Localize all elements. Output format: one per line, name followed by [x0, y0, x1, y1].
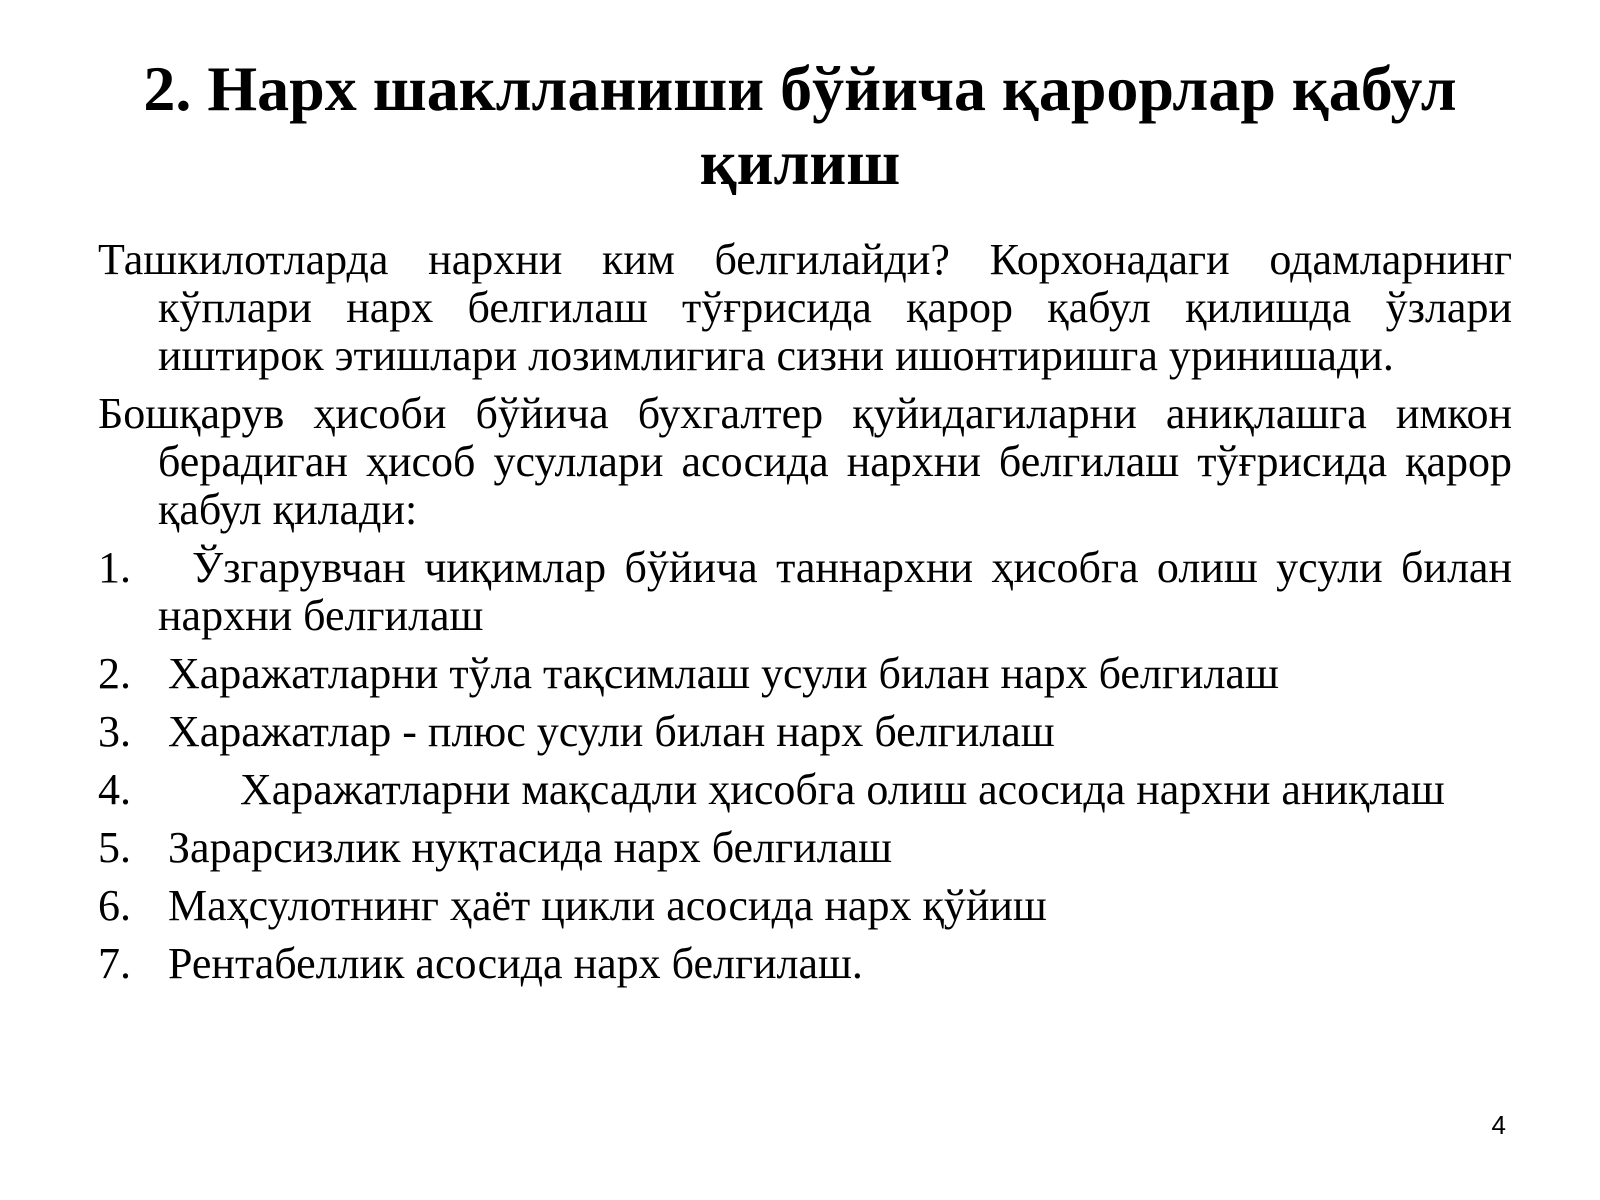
- list-item-text: Харажатларни мақсадли ҳисобга олиш асосида нархни аниқлаш: [240, 765, 1445, 814]
- pricing-methods-list: [98, 544, 1512, 988]
- list-item-number: 6.: [98, 881, 131, 930]
- list-item-number: 3.: [98, 707, 131, 756]
- list-item-number: 2.: [98, 649, 131, 698]
- list-item: [98, 940, 1512, 988]
- list-item: [98, 882, 1512, 930]
- list-item-number: 4.: [98, 765, 131, 814]
- list-item: [98, 650, 1512, 698]
- list-item-number: 7.: [98, 939, 131, 988]
- list-item-text: Харажатлар - плюс усули билан нарх белгилаш: [168, 707, 1055, 756]
- list-item: [98, 544, 1512, 640]
- slide-body: [98, 236, 1512, 998]
- page-number: 4: [1491, 1110, 1506, 1140]
- list-item: [98, 708, 1512, 756]
- paragraph-who-sets-price: Ташкилотларда нархни ким белгилайди? Корхонадаги одамларнинг кўплари нарх белгилаш тўғрисида қарор қабул қилишда ўзлари иштирок этишлари лозимлигига сизни ишонтиришга уринишади.: [98, 235, 1512, 380]
- list-item-text: Рентабеллик асосида нарх белгилаш.: [168, 939, 863, 988]
- list-item-number: 1.: [98, 543, 131, 592]
- paragraph-accountant-decision: Бошқарув ҳисоби бўйича бухгалтер қуйидагиларни аниқлашга имкон берадиган ҳисоб усуллари асосида нархни белгилаш тўғрисида қарор қабул қилади:: [98, 389, 1512, 534]
- list-item-text: Зарарсизлик нуқтасида нарх белгилаш: [168, 823, 892, 872]
- list-item-text: Харажатларни тўла тақсимлаш усули билан нарх белгилаш: [168, 649, 1279, 698]
- list-item-text: Маҳсулотнинг ҳаёт цикли асосида нарх қўйиш: [168, 881, 1047, 930]
- list-item: [98, 766, 1512, 814]
- slide-title: 2. Нарх шаклланиши бўйича қарорлар қабул қилиш: [143, 53, 1457, 198]
- list-item: [98, 824, 1512, 872]
- list-item-number: 5.: [98, 823, 131, 872]
- list-item-text: Ўзгарувчан чиқимлар бўйича таннархни ҳисобга олиш усули билан нархни белгилаш: [158, 543, 1512, 640]
